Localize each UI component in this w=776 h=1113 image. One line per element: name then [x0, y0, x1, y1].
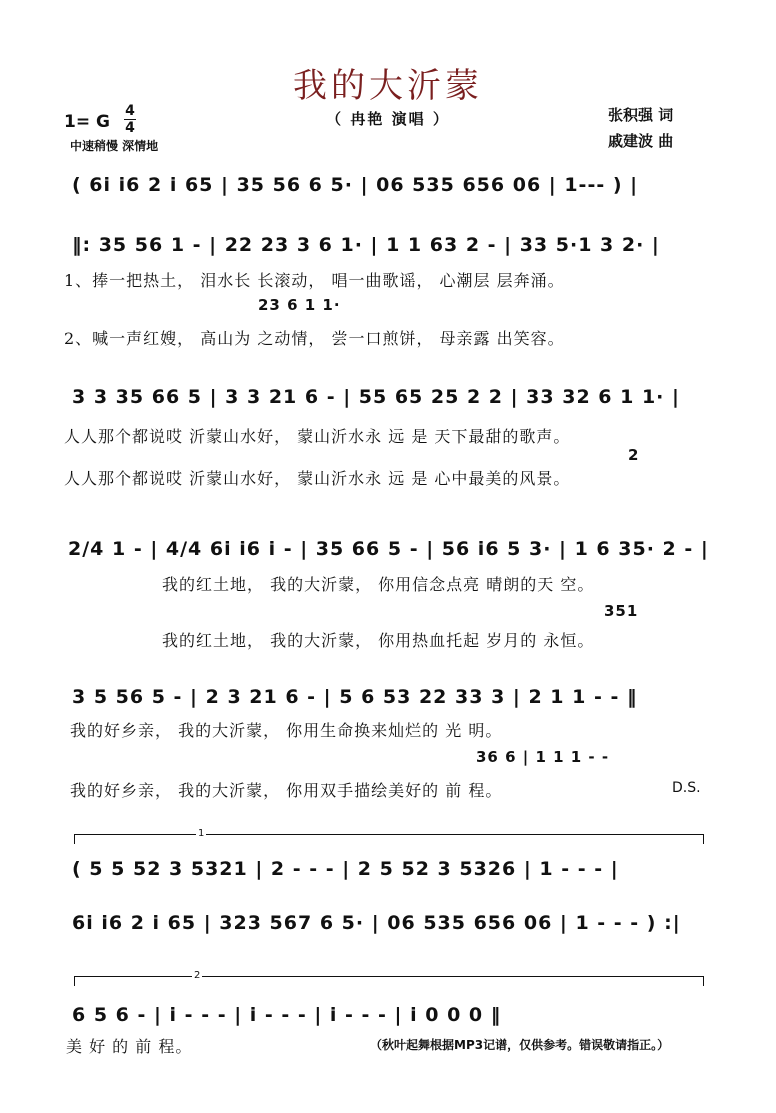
- volta-2-label: 2: [194, 970, 201, 981]
- volta-1-label: 1: [198, 828, 205, 839]
- key-signature: 1= G: [64, 112, 110, 132]
- alt-notation-row-3: 2: [628, 446, 640, 464]
- alt-notation-row-5: 36 6 | 1 1 1 - -: [476, 748, 610, 766]
- notation-row-1: ( 6i i6 2 i 65 | 35 56 6 5· | 06 535 656 06 | 1--- ) |: [72, 174, 639, 196]
- lyric-row-2-verse-1: 1、捧一把热土， 泪水长 长滚动， 唱一曲歌谣， 心潮层 层奔涌。: [64, 271, 565, 290]
- notation-row-7: 6i i6 2 i 65 | 323 567 6 5· | 06 535 656 06 | 1 - - - ) :|: [72, 912, 681, 934]
- time-signature-bottom: 4: [125, 120, 135, 136]
- song-title: 我的大沂蒙: [293, 66, 483, 106]
- volta-2-end-tick: [703, 976, 704, 986]
- volta-2-start-tick: [74, 976, 75, 986]
- tempo-marking: 中速稍慢 深情地: [70, 139, 159, 153]
- time-signature-top: 4: [125, 103, 135, 119]
- lyric-row-5-verse-1: 我的好乡亲， 我的大沂蒙， 你用生命换来灿烂的 光 明。: [70, 721, 503, 740]
- notation-row-4: 2/4 1 - | 4/4 6i i6 i - | 35 66 5 - | 56 i6 5 3· | 1 6 35· 2 - |: [68, 538, 709, 560]
- notation-row-6: ( 5 5 52 3 5321 | 2 - - - | 2 5 52 3 5326 | 1 - - - |: [72, 858, 619, 880]
- volta-1-end-tick: [703, 834, 704, 844]
- notation-row-5: 3 5 56 5 - | 2 3 21 6 - | 5 6 53 22 33 3 | 2 1 1 - - ‖: [72, 686, 638, 708]
- lyric-row-4-verse-2: 我的红土地， 我的大沂蒙， 你用热血托起 岁月的 永恒。: [162, 631, 595, 650]
- lyric-row-3-verse-2: 人人那个都说哎 沂蒙山水好， 蒙山沂水永 远 是 心中最美的风景。: [64, 469, 571, 488]
- singer-credit: （ 冉艳 演唱 ）: [326, 110, 450, 128]
- volta-2-line: [74, 976, 704, 977]
- volta-1-start-tick: [74, 834, 75, 844]
- ds-marking: D.S.: [672, 780, 701, 796]
- notation-row-3: 3 3 35 66 5 | 3 3 21 6 - | 55 65 25 2 2 | 33 32 6 1 1· |: [72, 386, 680, 408]
- composer-credit: 戚建波 曲: [608, 132, 674, 150]
- transcription-note: （秋叶起舞根据MP3记谱，仅供参考。错误敬请指正。）: [370, 1038, 670, 1052]
- lyric-row-8: 美 好 的 前 程。: [66, 1037, 193, 1056]
- alt-notation-row-4: 351: [604, 602, 639, 620]
- lyric-row-2-verse-2: 2、喊一声红嫂， 高山为 之动情， 尝一口煎饼， 母亲露 出笑容。: [64, 329, 565, 348]
- notation-row-2: ‖: 35 56 1 - | 22 23 3 6 1· | 1 1 63 2 - | 33 5·1 3 2· |: [72, 234, 660, 256]
- alt-notation-row-2: 23 6 1 1·: [258, 296, 341, 314]
- lyricist-credit: 张积强 词: [608, 106, 674, 124]
- lyric-row-3-verse-1: 人人那个都说哎 沂蒙山水好， 蒙山沂水永 远 是 天下最甜的歌声。: [64, 427, 571, 446]
- volta-1-line: [74, 834, 704, 835]
- notation-row-8: 6 5 6 - | i - - - | i - - - | i - - - | i 0 0 0 ‖: [72, 1004, 502, 1026]
- lyric-row-5-verse-2: 我的好乡亲， 我的大沂蒙， 你用双手描绘美好的 前 程。: [70, 781, 503, 800]
- lyric-row-4-verse-1: 我的红土地， 我的大沂蒙， 你用信念点亮 晴朗的天 空。: [162, 575, 595, 594]
